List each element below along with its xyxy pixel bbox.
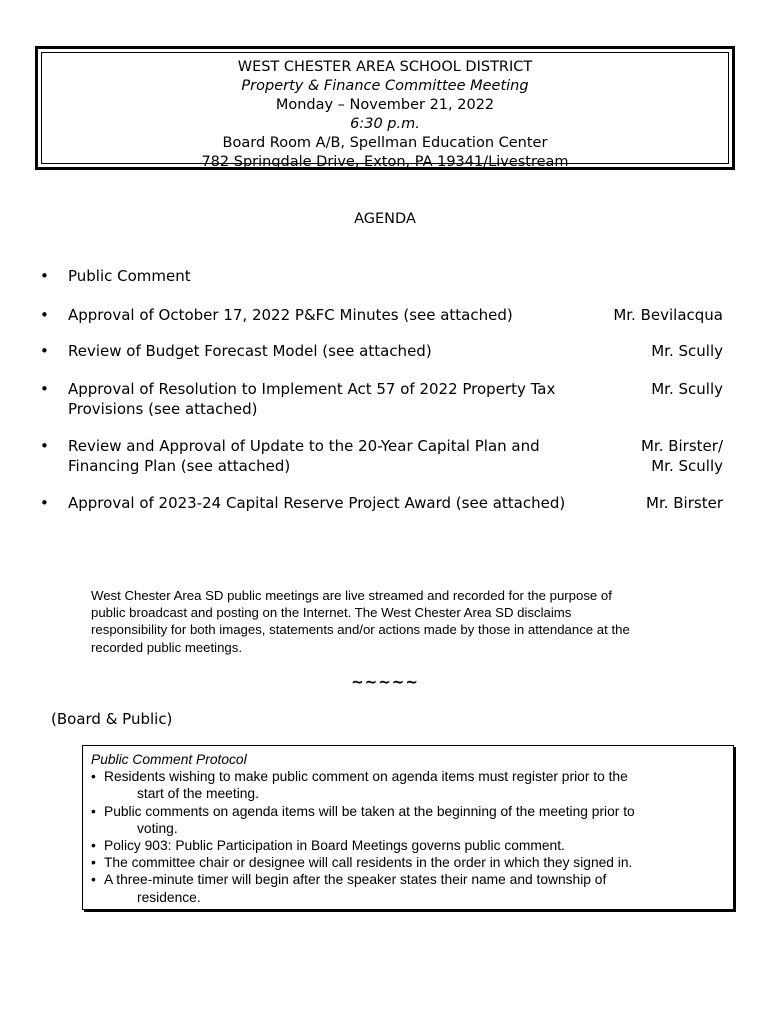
protocol-item [91, 803, 725, 837]
protocol-item-continuation: voting. [137, 820, 178, 836]
meeting-room: Board Room A/B, Spellman Education Center [222, 135, 548, 151]
protocol-item-text: The committee chair or designee will call residents in the order in which they signed in. [104, 855, 633, 871]
meeting-header-box [35, 46, 735, 170]
agenda-item-text-line: Financing Plan (see attached) [68, 456, 291, 475]
meeting-name: Property & Finance Committee Meeting [241, 78, 529, 94]
agenda-item-presenter [641, 437, 723, 476]
bullet-icon: • [40, 267, 49, 285]
protocol-item-text: Policy 903: Public Participation in Board Meetings governs public comment. [104, 838, 565, 854]
bullet-icon: • [40, 380, 49, 398]
presenter-line: Mr. Birster/ [640, 437, 723, 455]
section-separator: ~~~~~ [351, 673, 419, 691]
public-comment-protocol-box [82, 745, 734, 910]
protocol-item-text: A three-minute timer will begin after the speaker states their name and township of [104, 872, 607, 888]
agenda-item-text-line: Review and Approval of Update to the 20-Year Capital Plan and [68, 437, 540, 455]
bullet-icon: • [91, 838, 96, 854]
agenda-item-text [68, 380, 588, 419]
meeting-time: 6:30 p.m. [350, 116, 420, 132]
disclaimer-line: public broadcast and posting on the Internet. The West Chester Area SD disclaims [91, 605, 572, 621]
bullet-icon: • [40, 437, 49, 455]
meeting-header-inner-border [41, 52, 729, 170]
protocol-item [91, 837, 725, 854]
agenda-item-presenter: Mr. Birster [646, 494, 723, 512]
agenda-item-text [68, 437, 588, 476]
protocol-title: Public Comment Protocol [91, 752, 247, 767]
district-name: WEST CHESTER AREA SCHOOL DISTRICT [237, 59, 533, 75]
protocol-item-text: Residents wishing to make public comment on agenda items must register prior to the [104, 769, 628, 785]
meeting-address: 782 Springdale Drive, Exton, PA 19341/Livestream [201, 154, 569, 170]
bullet-icon: • [40, 494, 49, 512]
protocol-item-continuation: start of the meeting. [137, 786, 259, 802]
protocol-item-text: Public comments on agenda items will be taken at the beginning of the meeting prior to [104, 803, 635, 819]
bullet-icon: • [40, 306, 49, 324]
bullet-icon: • [91, 769, 96, 785]
agenda-title: AGENDA [354, 211, 416, 227]
bullet-icon: • [40, 342, 49, 360]
protocol-item [91, 854, 725, 871]
livestream-disclaimer [91, 587, 731, 656]
agenda-item-text: Public Comment [68, 267, 191, 285]
agenda-item-presenter: Mr. Scully [651, 380, 723, 398]
agenda-item-text-line: Approval of Resolution to Implement Act 57 of 2022 Property Tax [68, 380, 556, 398]
audience-label: (Board & Public) [51, 710, 173, 728]
agenda-item-presenter: Mr. Bevilacqua [613, 306, 723, 324]
agenda-item-presenter: Mr. Scully [651, 342, 723, 360]
agenda-item-text: Review of Budget Forecast Model (see attached) [68, 342, 432, 360]
meeting-header [42, 58, 728, 172]
protocol-item-continuation: residence. [137, 889, 201, 905]
protocol-item [91, 768, 725, 802]
agenda-item-text-line: Provisions (see attached) [68, 399, 258, 418]
bullet-icon: • [91, 855, 96, 871]
disclaimer-line: West Chester Area SD public meetings are live streamed and recorded for the purpose of [91, 588, 612, 603]
presenter-line: Mr. Scully [651, 456, 723, 475]
disclaimer-line: responsibility for both images, statements and/or actions made by those in attendance at the [91, 622, 630, 638]
bullet-icon: • [91, 872, 96, 888]
disclaimer-line: recorded public meetings. [91, 639, 243, 655]
agenda-item-text: Approval of October 17, 2022 P&FC Minutes (see attached) [68, 306, 513, 324]
bullet-icon: • [91, 803, 96, 819]
protocol-item [91, 871, 725, 905]
agenda-item-text: Approval of 2023-24 Capital Reserve Project Award (see attached) [68, 494, 566, 512]
meeting-date: Monday – November 21, 2022 [275, 97, 495, 113]
